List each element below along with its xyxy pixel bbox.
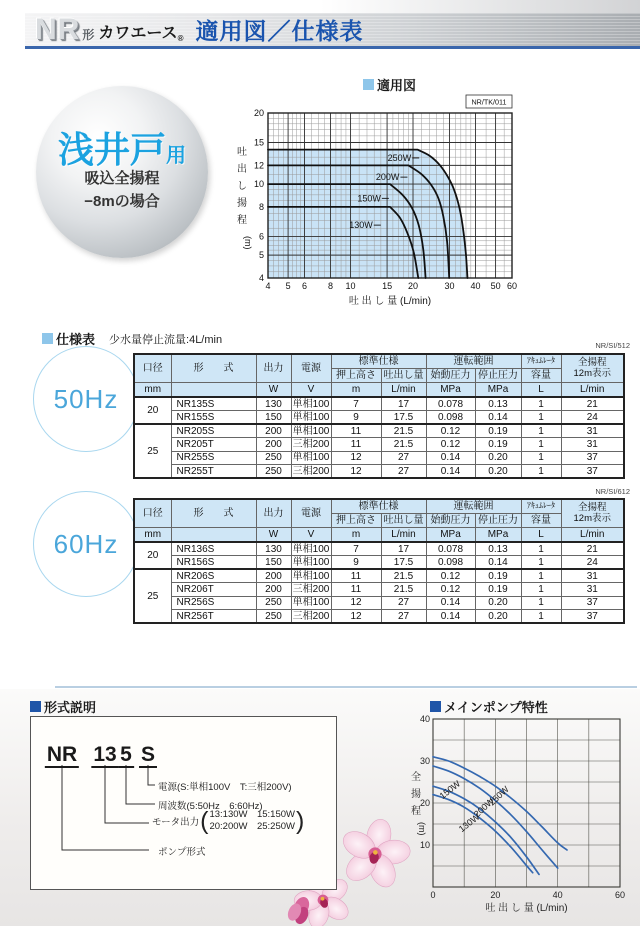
- spec-cell: 単相100: [292, 597, 330, 609]
- y-axis-title-char: 出: [237, 164, 247, 175]
- spec-cell: 0.12: [426, 569, 475, 583]
- curve-label-130W: 130W: [349, 220, 373, 231]
- col-range: 運転範囲: [426, 354, 521, 369]
- spec-row: [134, 397, 624, 411]
- spec-cell: 31: [561, 438, 624, 452]
- spec-cell: 11: [331, 438, 381, 452]
- section-title-text: 適用図: [377, 78, 417, 93]
- col-power: 電源: [291, 499, 331, 528]
- y-tick-label: 10: [419, 840, 430, 850]
- spec-row: [134, 596, 624, 610]
- col-total-head: 全揚程 12m表示: [561, 499, 624, 528]
- spec-cell: 12: [331, 596, 381, 610]
- spec-cell: 9: [331, 556, 381, 570]
- spec-cell: 21.5: [381, 424, 426, 438]
- spec-table-header: [134, 499, 624, 542]
- spec-cell: 1: [521, 610, 561, 624]
- col-start-pressure: 始動圧力: [426, 514, 475, 528]
- spec-cell: 9: [331, 411, 381, 425]
- spec-cell: 0.12: [426, 583, 475, 597]
- spec-cell: 三相200: [292, 465, 330, 477]
- y-axis-title-char: 揚: [411, 789, 421, 800]
- section-title-text: メインポンプ特性: [444, 700, 548, 715]
- col-range: 運転範囲: [426, 499, 521, 514]
- model-cell: NR136S: [171, 542, 256, 556]
- spec-table-body: [134, 542, 624, 623]
- section-square-icon: [363, 79, 374, 90]
- spec-cell: 27: [381, 596, 426, 610]
- freq-circle-60hz: [33, 491, 139, 597]
- col-model: 形 式: [171, 354, 256, 383]
- y-axis-title-char: 程: [237, 215, 247, 226]
- spec-cell: 三相200: [292, 583, 330, 595]
- unit-lift: m: [331, 528, 381, 543]
- model-cell: NR155S: [171, 411, 256, 425]
- header-underline: [25, 46, 640, 49]
- spec-row: [134, 411, 624, 425]
- col-output: 出力: [256, 499, 291, 528]
- y-tick-label: 10: [253, 179, 264, 190]
- x-axis-title: 吐 出 し 量 (L/min): [348, 296, 432, 307]
- spec-cell: 0.14: [426, 465, 475, 479]
- bore-cell: 25: [134, 424, 171, 478]
- legend-item-2: モータ出力 ( 13:130W 15:150W 20:200W 25:250W ): [152, 806, 305, 835]
- spec-cell: 0.13: [475, 542, 521, 556]
- unit-power: V: [291, 528, 331, 543]
- spec-table-body: [134, 397, 624, 478]
- curve-label-150W: 150W: [357, 193, 381, 204]
- bore-cell: 20: [134, 542, 171, 569]
- spec-cell: 12: [331, 465, 381, 479]
- spec-row: [134, 438, 624, 452]
- curve-label-150W: 150W: [437, 778, 463, 801]
- col-discharge: 吐出し量: [381, 514, 426, 528]
- col-bore: 口径: [134, 499, 171, 528]
- spec-cell: 1: [521, 569, 561, 583]
- spec-cell: 1: [521, 411, 561, 425]
- product-name: カワエース®: [98, 25, 184, 43]
- spec-cell: 17: [381, 542, 426, 556]
- spec-cell: 250: [256, 596, 291, 610]
- x-tick-label: 4: [265, 281, 271, 291]
- x-tick-label: 6: [302, 281, 308, 291]
- spec-cell: 1: [521, 438, 561, 452]
- spec-cell: 37: [561, 451, 624, 465]
- y-axis-title-char: 揚: [237, 198, 247, 209]
- y-tick-label: 4: [258, 273, 264, 283]
- spec-cell: 1: [521, 596, 561, 610]
- y-tick-label: 6: [258, 231, 264, 242]
- x-tick-label: 20: [408, 281, 419, 291]
- col-accumulator: ｱｷｭﾑﾚｰﾀ: [521, 354, 561, 369]
- col-capacity: 容量: [521, 369, 561, 383]
- spec-cell: 0.12: [426, 424, 475, 438]
- page-top-gradient: [0, 0, 640, 13]
- x-tick-label: 20: [490, 890, 501, 900]
- curve-label-200W: 200W: [471, 795, 496, 820]
- page-title: 適用図／仕様表: [195, 18, 364, 44]
- model-cell: NR255T: [171, 465, 256, 479]
- section-square-icon: [430, 701, 441, 712]
- legend-item-1: 周波数(5:50Hz 6:60Hz): [158, 801, 263, 812]
- section-square-icon: [30, 701, 41, 712]
- col-stop-pressure: 停止圧力: [475, 514, 521, 528]
- spec-table-60hz: [133, 498, 625, 624]
- model-cell: NR205T: [171, 438, 256, 452]
- x-tick-label: 15: [382, 281, 393, 291]
- x-tick-label: 30: [444, 281, 455, 291]
- unit-capacity: L: [521, 528, 561, 543]
- model-cell: NR206S: [171, 569, 256, 583]
- spec-cell: 21.5: [381, 438, 426, 452]
- col-accumulator: ｱｷｭﾑﾚｰﾀ: [521, 499, 561, 514]
- spec-row: [134, 465, 624, 479]
- spec-cell: 200: [256, 583, 291, 597]
- spec-cell: 1: [521, 465, 561, 479]
- unit-lift: m: [331, 383, 381, 398]
- col-standard: 標準仕様: [331, 354, 426, 369]
- spec-row: [134, 556, 624, 570]
- spec-table-50hz: [133, 353, 625, 479]
- spec-cell: 単相100: [292, 452, 330, 464]
- spec-cell: 11: [331, 569, 381, 583]
- spec-cell: 17.5: [381, 556, 426, 570]
- y-axis-title-char: 吐: [237, 147, 247, 158]
- freq-label-50hz: 50Hz: [53, 383, 119, 414]
- spec-cell: 0.20: [475, 610, 521, 624]
- unit-bore: mm: [134, 528, 171, 543]
- main-pump-curve-chart: [408, 712, 638, 918]
- unit-start-pressure: MPa: [426, 383, 475, 398]
- spec-cell: 21: [561, 542, 624, 556]
- unit-stop-pressure: MPa: [475, 383, 521, 398]
- col-power: 電源: [291, 354, 331, 383]
- y-tick-label: 8: [258, 201, 264, 212]
- y-tick-label: 30: [419, 756, 430, 766]
- unit-capacity: L: [521, 383, 561, 398]
- brand-logo: NR: [35, 12, 81, 46]
- spec-cell: 0.19: [475, 583, 521, 597]
- model-code-part-S: S: [140, 743, 156, 766]
- spec-cell: 37: [561, 610, 624, 624]
- model-code-part-NR: NR: [46, 743, 78, 766]
- col-standard: 標準仕様: [331, 499, 426, 514]
- model-cell: NR255S: [171, 451, 256, 465]
- spec-cell: 21.5: [381, 583, 426, 597]
- badge-subtitle-2: −8mの場合: [84, 192, 160, 210]
- unit-stop-pressure: MPa: [475, 528, 521, 543]
- spec-row: [134, 424, 624, 438]
- badge-main-text: 浅井戸用: [57, 128, 186, 170]
- y-axis-title-char: 全: [411, 772, 421, 783]
- spec-cell: 三相200: [292, 610, 330, 622]
- spec-cell: 単相100: [292, 570, 330, 582]
- unit-output: W: [256, 528, 291, 543]
- spec-cell: 0.14: [426, 596, 475, 610]
- spec-cell: 0.14: [475, 411, 521, 425]
- spec-cell: 130: [256, 542, 291, 556]
- y-tick-label: 15: [253, 137, 264, 148]
- model-cell: NR206T: [171, 583, 256, 597]
- spec-row: [134, 610, 624, 624]
- spec-cell: 250: [256, 451, 291, 465]
- spec-cell: 1: [521, 424, 561, 438]
- model-cell: NR135S: [171, 397, 256, 411]
- unit-power: V: [291, 383, 331, 398]
- spec-cell: 0.14: [475, 556, 521, 570]
- spec-cell: 31: [561, 583, 624, 597]
- spec-cell: 0.078: [426, 542, 475, 556]
- y-tick-label: 5: [258, 250, 264, 261]
- model-code-part-13: 13: [93, 743, 117, 766]
- spec-cell: 単相100: [292, 411, 330, 423]
- spec-cell: 250: [256, 610, 291, 624]
- col-discharge: 吐出し量: [381, 369, 426, 383]
- spec-cell: 150: [256, 556, 291, 570]
- model-cell: NR256S: [171, 596, 256, 610]
- freq-label-60hz: 60Hz: [53, 528, 119, 559]
- spec-cell: 0.19: [475, 569, 521, 583]
- spec-cell: 11: [331, 583, 381, 597]
- spec-cell: 150: [256, 411, 291, 425]
- spec-cell: 0.12: [426, 438, 475, 452]
- spec-cell: 24: [561, 411, 624, 425]
- col-model: 形 式: [171, 499, 256, 528]
- spec-cell: 0.14: [426, 451, 475, 465]
- spec-cell: 0.19: [475, 424, 521, 438]
- spec-cell: 0.078: [426, 397, 475, 411]
- section-label-shiyohyo: [42, 329, 222, 348]
- table-code-50hz: NR/SI/512: [595, 341, 630, 350]
- spec-cell: 200: [256, 424, 291, 438]
- spec-cell: 200: [256, 438, 291, 452]
- spec-cell: 1: [521, 542, 561, 556]
- unit-discharge: L/min: [381, 383, 426, 398]
- y-axis-title-char: 程: [411, 806, 421, 817]
- unit-bore: mm: [134, 383, 171, 398]
- registered-mark: ®: [177, 34, 184, 43]
- curve-label-250W: 250W: [387, 152, 412, 163]
- model-code-box: [30, 716, 337, 890]
- application-range-chart: [230, 93, 522, 315]
- y-axis-title-char: し: [237, 181, 247, 192]
- x-tick-label: 50: [490, 281, 501, 291]
- spec-cell: 0.098: [426, 411, 475, 425]
- x-tick-label: 8: [327, 281, 333, 291]
- x-tick-label: 10: [345, 281, 356, 291]
- bore-cell: 25: [134, 569, 171, 623]
- legend-item-3: ポンプ形式: [158, 847, 206, 858]
- spec-cell: 1: [521, 451, 561, 465]
- spec-cell: 単相100: [292, 556, 330, 568]
- x-tick-label: 40: [552, 890, 563, 900]
- col-output: 出力: [256, 354, 291, 383]
- spec-cell: 24: [561, 556, 624, 570]
- spec-cell: 12: [331, 451, 381, 465]
- spec-cell: 17.5: [381, 411, 426, 425]
- unit-total-head: L/min: [561, 383, 624, 398]
- spec-cell: 0.14: [426, 610, 475, 624]
- y-tick-label: 12: [253, 160, 264, 171]
- header-band: [25, 13, 640, 46]
- section-title-text: 形式説明: [44, 700, 97, 715]
- section-square-icon: [42, 333, 53, 344]
- spec-cell: 37: [561, 596, 624, 610]
- spec-cell: 31: [561, 569, 624, 583]
- spec-cell: 250: [256, 465, 291, 479]
- spec-cell: 37: [561, 465, 624, 479]
- section-title-text: 仕様表: [56, 332, 96, 347]
- y-tick-label: 40: [419, 714, 430, 724]
- spec-cell: 単相100: [292, 425, 330, 437]
- spec-cell: 17: [381, 397, 426, 411]
- badge-suffix-text: 用: [166, 144, 186, 167]
- spec-cell: 27: [381, 610, 426, 624]
- unit-total-head: L/min: [561, 528, 624, 543]
- spec-table-header: [134, 354, 624, 397]
- section-label-tekiyozu: [363, 75, 416, 94]
- spec-cell: 11: [331, 424, 381, 438]
- col-stop-pressure: 停止圧力: [475, 369, 521, 383]
- spec-cell: 21: [561, 397, 624, 411]
- spec-row: [134, 569, 624, 583]
- spec-cell: 7: [331, 397, 381, 411]
- badge-subtitle-1: 吸込全揚程: [84, 170, 160, 188]
- model-cell: NR256T: [171, 610, 256, 624]
- spec-cell: 単相100: [292, 398, 330, 410]
- curve-label-250W: 250W: [486, 784, 511, 808]
- col-capacity: 容量: [521, 514, 561, 528]
- spec-row: [134, 451, 624, 465]
- spec-cell: 27: [381, 465, 426, 479]
- spec-cell: 単相100: [292, 543, 330, 555]
- x-tick-label: 60: [506, 281, 518, 291]
- spec-cell: 0.19: [475, 438, 521, 452]
- spec-cell: 7: [331, 542, 381, 556]
- curve-label-200W: 200W: [375, 172, 400, 183]
- curve-label-130W: 130W: [456, 811, 482, 835]
- spec-cell: 21.5: [381, 569, 426, 583]
- table-code-60hz: NR/SI/612: [595, 487, 630, 496]
- spec-cell: 200: [256, 569, 291, 583]
- col-lift: 押上高さ: [331, 514, 381, 528]
- chart-code-label: NR/TK/011: [471, 97, 507, 107]
- freq-circle-50hz: [33, 346, 139, 452]
- col-start-pressure: 始動圧力: [426, 369, 475, 383]
- col-bore: 口径: [134, 354, 171, 383]
- x-tick-label: 40: [470, 281, 481, 291]
- spec-row: [134, 583, 624, 597]
- shallow-well-badge: [36, 86, 208, 258]
- bore-cell: 20: [134, 397, 171, 424]
- spec-cell: 1: [521, 397, 561, 411]
- x-tick-label: 5: [285, 281, 291, 291]
- spec-cell: 0.20: [475, 596, 521, 610]
- unit-output: W: [256, 383, 291, 398]
- spec-cell: 1: [521, 583, 561, 597]
- brand-model-mark: 形: [82, 28, 95, 42]
- spec-cell: 12: [331, 610, 381, 624]
- unit-discharge: L/min: [381, 528, 426, 543]
- section-divider: [55, 686, 637, 688]
- x-tick-label: 60: [614, 890, 626, 900]
- x-tick-label: 0: [430, 890, 436, 900]
- spec-cell: 1: [521, 556, 561, 570]
- y-tick-label: 20: [253, 108, 264, 118]
- y-axis-unit: (m): [243, 236, 253, 250]
- y-tick-label: 20: [419, 798, 430, 808]
- spec-cell: 130: [256, 397, 291, 411]
- min-flow-note: 少水量停止流量:4L/min: [109, 333, 223, 346]
- x-axis-title: 吐 出 し 量 (L/min): [485, 903, 568, 914]
- col-lift: 押上高さ: [331, 369, 381, 383]
- section-label-keishiki: [30, 697, 96, 716]
- spec-cell: 0.20: [475, 451, 521, 465]
- spec-cell: 三相200: [292, 438, 330, 450]
- spec-cell: 0.098: [426, 556, 475, 570]
- unit-start-pressure: MPa: [426, 528, 475, 543]
- model-cell: NR156S: [171, 556, 256, 570]
- legend-item-0: 電源(S:単相100V T:三相200V): [158, 782, 292, 793]
- spec-row: [134, 542, 624, 556]
- model-cell: NR205S: [171, 424, 256, 438]
- spec-cell: 27: [381, 451, 426, 465]
- spec-cell: 0.13: [475, 397, 521, 411]
- unit-model: [171, 528, 256, 543]
- unit-model: [171, 383, 256, 398]
- spec-cell: 31: [561, 424, 624, 438]
- spec-cell: 0.20: [475, 465, 521, 479]
- y-axis-unit: (m): [417, 822, 427, 836]
- col-total-head: 全揚程 12m表示: [561, 354, 624, 383]
- model-code-part-5: 5: [120, 743, 132, 766]
